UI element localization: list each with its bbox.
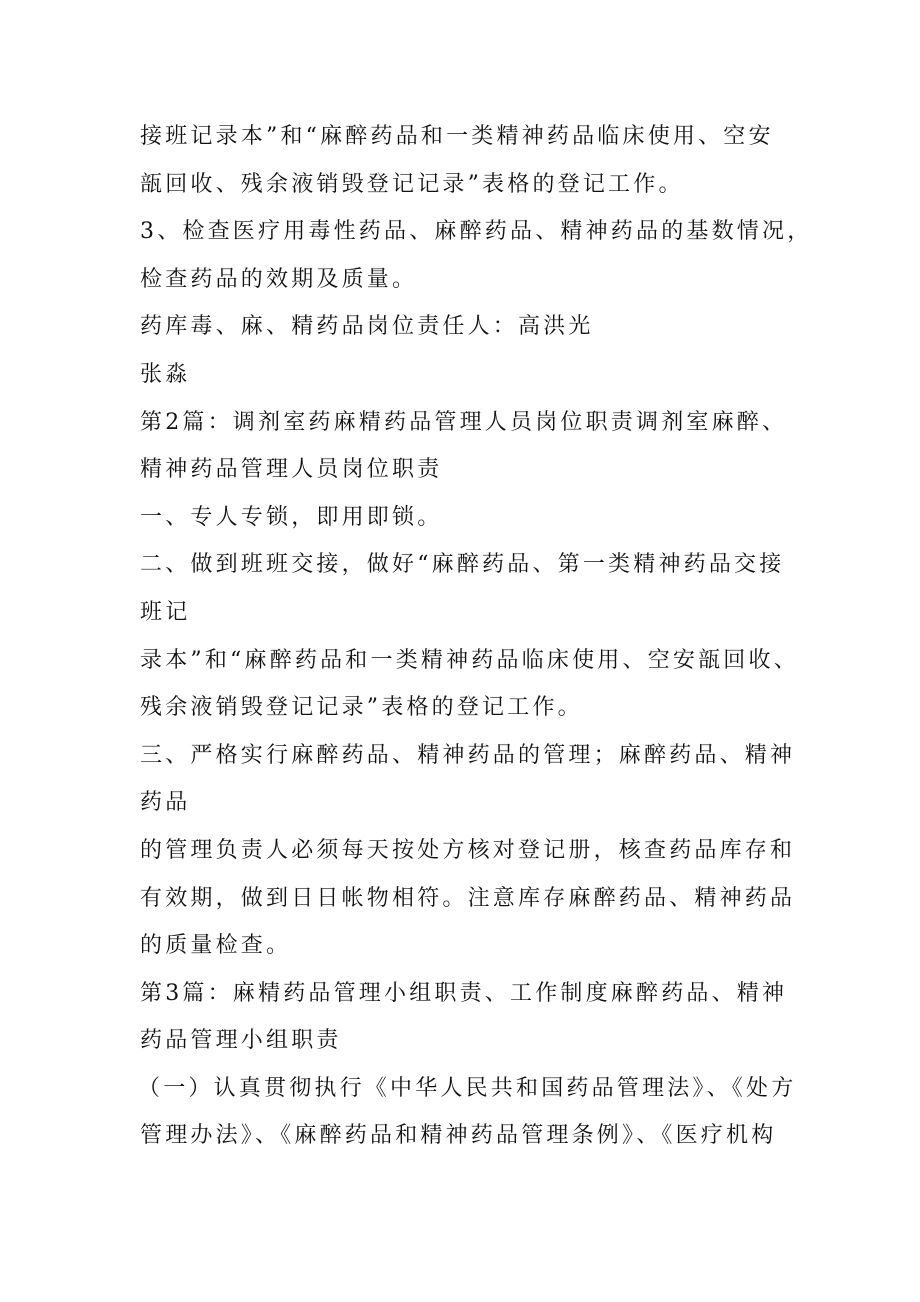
text-line: 药库毒、麻、精药品岗位责任人：高洪光 — [140, 314, 594, 340]
document-body — [138, 113, 813, 1160]
text-line: 检查药品的效期及质量。 — [140, 266, 418, 292]
text-line: （一）认真贯彻执行《中华人民共和国药品管理法》、《处方 — [138, 1075, 797, 1101]
section-heading: 第3篇：麻精药品管理小组职责、工作制度麻醉药品、精神 — [140, 980, 788, 1006]
text-line: 的质量检查。 — [140, 933, 292, 959]
text-line: 张淼 — [140, 361, 191, 387]
section-heading: 精神药品管理人员岗位职责 — [140, 457, 443, 483]
section-heading: 第2篇：调剂室药麻精药品管理人员岗位职责调剂室麻醉、 — [140, 409, 788, 435]
text-line: 3、检查医疗用毒性药品、麻醉药品、精神药品的基数情况， — [140, 219, 813, 245]
text-line: 班记 — [140, 599, 191, 625]
text-line: 二、做到班班交接，做好“麻醉药品、第一类精神药品交接 — [140, 552, 785, 578]
text-line: 一、专人专锁，即用即锁。 — [140, 504, 443, 530]
text-line: 接班记录本”和“麻醉药品和一类精神药品临床使用、空安 — [140, 124, 774, 149]
text-line: 录本”和“麻醉药品和一类精神药品临床使用、空安瓿回收、 — [140, 647, 799, 673]
text-line: 的管理负责人必须每天按处方核对登记册，核查药品库存和 — [140, 837, 796, 863]
text-line: 管理办法》、《麻醉药品和精神药品管理条例》、《医疗机构 — [140, 1123, 777, 1149]
text-line: 三、严格实行麻醉药品、精神药品的管理；麻醉药品、精神 — [140, 742, 796, 768]
text-line: 残余液销毁登记记录”表格的登记工作。 — [140, 695, 583, 721]
section-heading: 药品管理小组职责 — [140, 1028, 342, 1054]
text-line: 有效期，做到日日帐物相符。注意库存麻醉药品、精神药品 — [140, 885, 796, 911]
text-line: 药品 — [140, 790, 191, 816]
text-line: 瓿回收、残余液销毁登记记录”表格的登记工作。 — [140, 171, 684, 197]
